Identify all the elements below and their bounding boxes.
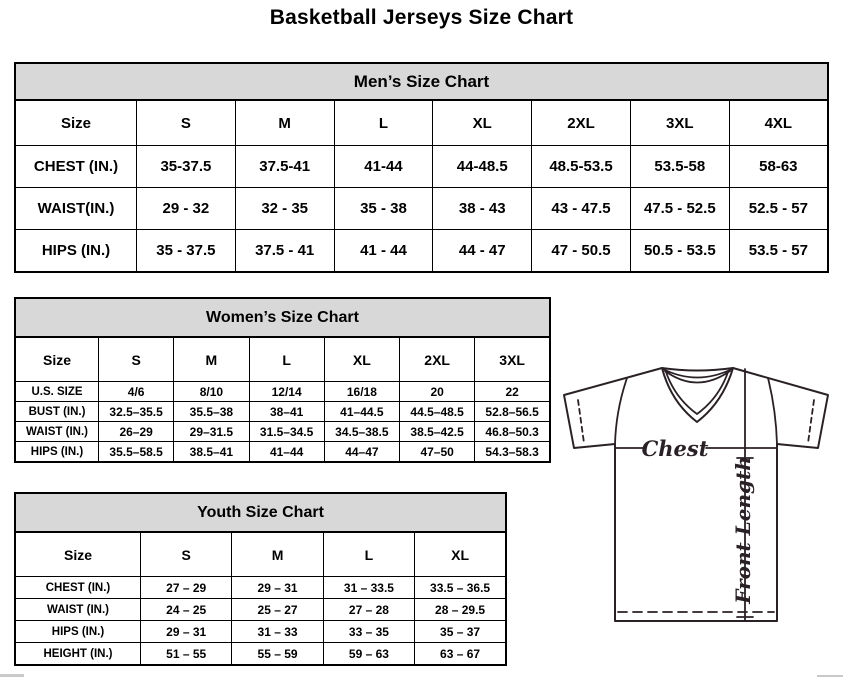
size-value-cell: 44–47	[324, 442, 399, 463]
mens-chart-title: Men’s Size Chart	[14, 62, 829, 101]
size-value-cell: 38.5–42.5	[400, 422, 475, 442]
size-value-cell: 16/18	[324, 382, 399, 402]
column-header: S	[137, 100, 236, 146]
header-row	[15, 532, 506, 577]
size-value-cell: 20	[400, 382, 475, 402]
size-value-cell: 53.5-58	[630, 146, 729, 188]
bottom-left-artifact	[0, 674, 24, 677]
table-row	[15, 621, 506, 643]
youth-size-table	[14, 531, 507, 666]
size-value-cell: 29 - 32	[137, 188, 236, 230]
column-header: Size	[15, 337, 99, 382]
table-row	[15, 230, 828, 273]
row-label: WAIST (IN.)	[15, 599, 141, 621]
header-row	[15, 100, 828, 146]
size-value-cell: 52.8–56.5	[475, 402, 550, 422]
column-header: L	[323, 532, 414, 577]
size-value-cell: 59 – 63	[323, 643, 414, 666]
row-label: BUST (IN.)	[15, 402, 99, 422]
page-title: Basketball Jerseys Size Chart	[269, 6, 574, 29]
size-value-cell: 35 – 37	[415, 621, 506, 643]
row-label: HIPS (IN.)	[15, 621, 141, 643]
jersey-outline	[564, 368, 828, 621]
table-row	[15, 422, 550, 442]
table-row	[15, 402, 550, 422]
table-row	[15, 382, 550, 402]
column-header: M	[174, 337, 249, 382]
size-value-cell: 25 – 27	[232, 599, 323, 621]
womens-size-table	[14, 336, 551, 463]
column-header: XL	[433, 100, 532, 146]
column-header: 2XL	[400, 337, 475, 382]
left-armhole-seam	[615, 378, 627, 444]
chest-label: Chest	[641, 436, 709, 461]
size-value-cell: 29–31.5	[174, 422, 249, 442]
column-header: M	[232, 532, 323, 577]
bottom-right-artifact	[817, 675, 843, 677]
size-value-cell: 12/14	[249, 382, 324, 402]
size-value-cell: 26–29	[99, 422, 174, 442]
size-value-cell: 31 – 33.5	[323, 577, 414, 599]
size-value-cell: 58-63	[729, 146, 828, 188]
size-value-cell: 38–41	[249, 402, 324, 422]
column-header: 3XL	[630, 100, 729, 146]
size-value-cell: 29 – 31	[141, 621, 232, 643]
table-row	[15, 599, 506, 621]
size-value-cell: 4/6	[99, 382, 174, 402]
youth-size-chart-section	[14, 492, 507, 666]
size-value-cell: 54.3–58.3	[475, 442, 550, 463]
size-value-cell: 47 - 50.5	[532, 230, 631, 273]
column-header: XL	[324, 337, 399, 382]
size-value-cell: 43 - 47.5	[532, 188, 631, 230]
column-header: 4XL	[729, 100, 828, 146]
table-row	[15, 188, 828, 230]
left-sleeve-stitch	[578, 400, 584, 443]
row-label: WAIST (IN.)	[15, 422, 99, 442]
size-value-cell: 33 – 35	[323, 621, 414, 643]
right-armhole-seam	[768, 378, 777, 444]
size-value-cell: 48.5-53.5	[532, 146, 631, 188]
column-header: 3XL	[475, 337, 550, 382]
size-value-cell: 35-37.5	[137, 146, 236, 188]
column-header: Size	[15, 532, 141, 577]
size-value-cell: 41–44.5	[324, 402, 399, 422]
size-value-cell: 46.8–50.3	[475, 422, 550, 442]
column-header: 2XL	[532, 100, 631, 146]
size-value-cell: 41-44	[334, 146, 433, 188]
header-row	[15, 337, 550, 382]
size-value-cell: 22	[475, 382, 550, 402]
row-label: U.S. SIZE	[15, 382, 99, 402]
right-sleeve-stitch	[808, 400, 814, 443]
size-value-cell: 35.5–38	[174, 402, 249, 422]
size-value-cell: 27 – 29	[141, 577, 232, 599]
front-length-label: Front Length	[731, 456, 755, 604]
column-header: XL	[415, 532, 506, 577]
size-value-cell: 27 – 28	[323, 599, 414, 621]
row-label: CHEST (IN.)	[15, 146, 137, 188]
size-value-cell: 31 – 33	[232, 621, 323, 643]
size-value-cell: 44.5–48.5	[400, 402, 475, 422]
size-value-cell: 32.5–35.5	[99, 402, 174, 422]
size-value-cell: 63 – 67	[415, 643, 506, 666]
size-value-cell: 52.5 - 57	[729, 188, 828, 230]
row-label: CHEST (IN.)	[15, 577, 141, 599]
size-value-cell: 33.5 – 36.5	[415, 577, 506, 599]
table-row	[15, 577, 506, 599]
size-value-cell: 37.5-41	[235, 146, 334, 188]
column-header: S	[99, 337, 174, 382]
row-label: WAIST(IN.)	[15, 188, 137, 230]
size-value-cell: 24 – 25	[141, 599, 232, 621]
size-value-cell: 44-48.5	[433, 146, 532, 188]
row-label: HEIGHT (IN.)	[15, 643, 141, 666]
size-value-cell: 35 - 37.5	[137, 230, 236, 273]
size-value-cell: 35 - 38	[334, 188, 433, 230]
womens-chart-title: Women’s Size Chart	[14, 297, 551, 338]
column-header: S	[141, 532, 232, 577]
row-label: HIPS (IN.)	[15, 230, 137, 273]
size-value-cell: 28 – 29.5	[415, 599, 506, 621]
womens-size-chart-section	[14, 297, 551, 463]
column-header: L	[334, 100, 433, 146]
size-value-cell: 41–44	[249, 442, 324, 463]
size-value-cell: 35.5–58.5	[99, 442, 174, 463]
size-value-cell: 8/10	[174, 382, 249, 402]
mens-size-table	[14, 99, 829, 273]
size-value-cell: 47–50	[400, 442, 475, 463]
size-value-cell: 38.5–41	[174, 442, 249, 463]
size-value-cell: 41 - 44	[334, 230, 433, 273]
size-value-cell: 53.5 - 57	[729, 230, 828, 273]
size-value-cell: 44 - 47	[433, 230, 532, 273]
size-value-cell: 47.5 - 52.5	[630, 188, 729, 230]
table-row	[15, 146, 828, 188]
size-value-cell: 29 – 31	[232, 577, 323, 599]
row-label: HIPS (IN.)	[15, 442, 99, 463]
size-value-cell: 50.5 - 53.5	[630, 230, 729, 273]
size-value-cell: 55 – 59	[232, 643, 323, 666]
size-value-cell: 37.5 - 41	[235, 230, 334, 273]
table-row	[15, 643, 506, 666]
size-value-cell: 38 - 43	[433, 188, 532, 230]
size-value-cell: 31.5–34.5	[249, 422, 324, 442]
jersey-measurement-diagram	[560, 360, 843, 679]
column-header: L	[249, 337, 324, 382]
table-row	[15, 442, 550, 463]
column-header: M	[235, 100, 334, 146]
size-value-cell: 51 – 55	[141, 643, 232, 666]
size-value-cell: 32 - 35	[235, 188, 334, 230]
column-header: Size	[15, 100, 137, 146]
size-value-cell: 34.5–38.5	[324, 422, 399, 442]
mens-size-chart-section	[14, 62, 829, 273]
youth-chart-title: Youth Size Chart	[14, 492, 507, 533]
